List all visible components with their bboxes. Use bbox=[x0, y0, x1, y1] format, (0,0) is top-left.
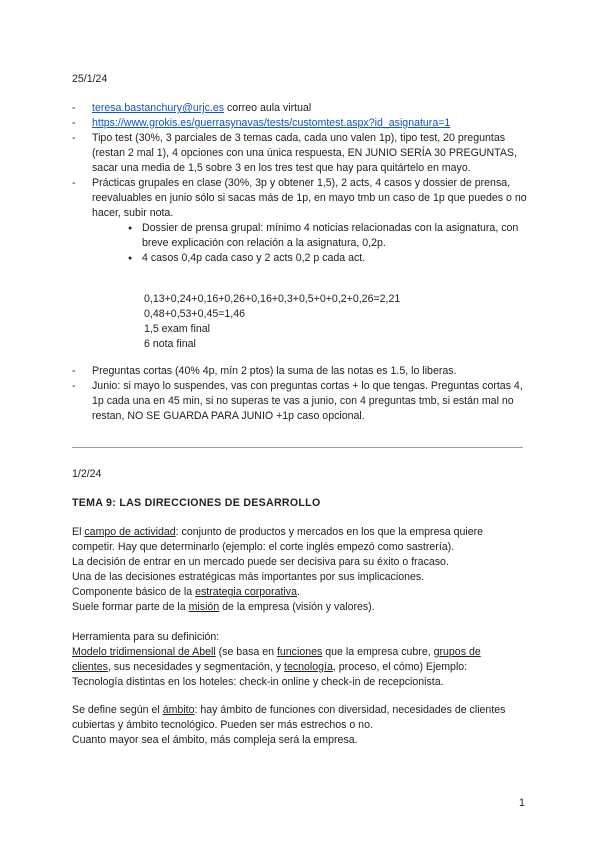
term-clientes: clientes bbox=[72, 661, 108, 673]
page-number: 1 bbox=[519, 797, 525, 809]
list-item bbox=[72, 131, 532, 176]
text-line: Cuanto mayor sea el ámbito, más compleja será la empresa. bbox=[72, 734, 358, 746]
email-suffix: correo aula virtual bbox=[224, 102, 312, 114]
text-line: Modelo tridimensional de Abell (se basa en funciones que la empresa cubre, grupos de bbox=[72, 646, 481, 658]
text-line: El campo de actividad: conjunto de productos y mercados en los que la empresa quiere bbox=[72, 526, 484, 538]
term-grupos: grupos de bbox=[433, 646, 481, 658]
list-item bbox=[72, 176, 532, 266]
text-line: Suele formar parte de la misión de la empresa (visión y valores). bbox=[72, 601, 375, 613]
term-ambito: ámbito bbox=[162, 704, 195, 716]
text-line: Componente básico de la estrategia corporativa. bbox=[72, 586, 300, 598]
calc-line: 0,48+0,53+0,45=1,46 bbox=[144, 308, 246, 320]
sub-list bbox=[92, 221, 532, 266]
dossier-text: Dossier de prensa grupal: mínimo 4 noticias relacionadas con la asignatura, con breve explicación con relación a la asignatura, 0,2p. bbox=[142, 222, 519, 249]
text-line: Herramienta para su definición: bbox=[72, 631, 220, 643]
text-line: Se define según el ámbito: hay ámbito de funciones con diversidad, necesidades de clientes bbox=[72, 704, 506, 716]
term-abell: Modelo tridimensional de Abell bbox=[72, 646, 216, 658]
paragraph-campo bbox=[72, 525, 532, 615]
term-campo-actividad: campo de actividad bbox=[84, 526, 176, 538]
date-header-2: 1/2/24 bbox=[72, 468, 102, 480]
list-item bbox=[72, 116, 532, 131]
notes-list bbox=[72, 101, 532, 266]
text-line: cubiertas y ámbito tecnológico. Pueden ser más estrechos o no. bbox=[72, 719, 373, 731]
preguntas-text: Preguntas cortas (40% 4p, mín 2 ptos) la suma de las notas es 1.5, lo liberas. bbox=[92, 365, 457, 377]
text-line: La decisión de entrar en un mercado puede ser decisiva para su éxito o fracaso. bbox=[72, 556, 449, 568]
text-line: clientes, sus necesidades y segmentación, y tecnología, proceso, el cómo) Ejemplo: bbox=[72, 661, 468, 673]
paragraph-ambito bbox=[72, 703, 532, 748]
list-item bbox=[72, 379, 532, 424]
test-url-link[interactable]: https://www.grokis.es/guerrasynavas/tests/customtest.aspx?id_asignatura=1 bbox=[92, 117, 451, 129]
term-estrategia: estrategia corporativa bbox=[195, 586, 297, 598]
section-heading: TEMA 9: LAS DIRECCIONES DE DESARROLLO bbox=[72, 497, 321, 509]
term-mision: misión bbox=[188, 601, 220, 613]
email-link[interactable]: teresa.bastanchury@urjc.es bbox=[92, 102, 225, 114]
list-item bbox=[72, 101, 532, 116]
text-line: Una de las decisiones estratégicas más importantes por sus implicaciones. bbox=[72, 571, 425, 583]
term-tecnologia: tecnología bbox=[284, 661, 333, 673]
horizontal-divider bbox=[72, 447, 523, 448]
notes-list-2 bbox=[72, 364, 532, 424]
tipo-test-text: Tipo test (30%, 3 parciales de 3 temas cada, cada uno valen 1p), tipo test, 20 preguntas (restan 2 mal 1), 4 opciones con una única respuesta, EN JUNIO SERÍA 30 PREGUNTAS, sacar una media de 1,5 sobre 3 en los tres test que hay para quitártelo en mayo. bbox=[92, 132, 517, 174]
calculation-block bbox=[72, 292, 400, 352]
casos-text: 4 casos 0,4p cada caso y 2 acts 0,2 p cada act. bbox=[142, 252, 366, 264]
calc-line: 0,13+0,24+0,16+0,26+0,16+0,3+0,5+0+0,2+0,26=2,21 bbox=[144, 293, 401, 305]
calc-line: 1,5 exam final bbox=[144, 323, 210, 335]
paragraph-abell bbox=[72, 630, 532, 690]
list-item bbox=[72, 364, 532, 379]
calc-line: 6 nota final bbox=[144, 338, 196, 350]
sub-list-item bbox=[128, 251, 532, 266]
date-header-1: 25/1/24 bbox=[72, 73, 108, 85]
practicas-text: Prácticas grupales en clase (30%, 3p y obtener 1,5), 2 acts, 4 casos y dossier de prensa, reevaluables en junio sólo si sacas más de 1p, en mayo tmb un caso de 1p que puedes o no hacer, subir nota. bbox=[92, 177, 527, 219]
sub-list-item bbox=[128, 221, 532, 251]
text-line: Tecnología distintas en los hoteles: check-in online y check-in de recepcionista. bbox=[72, 676, 444, 688]
text-line: competir. Hay que determinarlo (ejemplo: el corte inglés empezó como sastrería). bbox=[72, 541, 455, 553]
junio-text: Junio: si mayo lo suspendes, vas con preguntas cortas + lo que tengas. Preguntas cortas 4, 1p cada una en 45 min, si no superas te vas a junio, con 4 preguntas tmb, si están mal no restan, NO SE GUARDA PARA JUNIO +1p caso opcional. bbox=[92, 380, 523, 422]
term-funciones: funciones bbox=[276, 646, 323, 658]
